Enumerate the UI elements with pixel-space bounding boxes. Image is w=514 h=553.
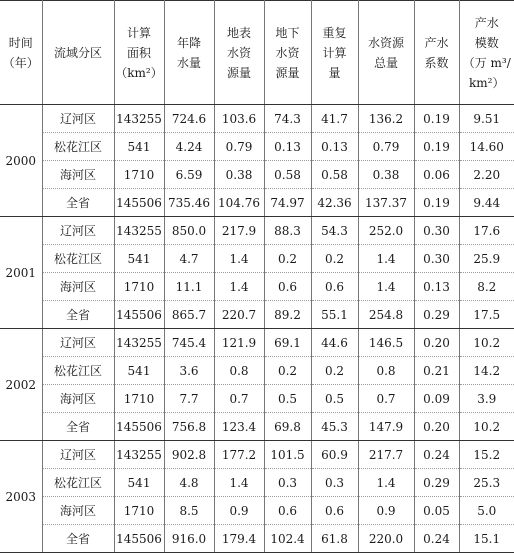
modulus-cell: 10.2 [459,329,514,357]
modulus-cell: 2.20 [459,161,514,189]
header-line: 系数 [424,55,449,70]
total-cell: 136.2 [358,105,414,133]
area-cell: 143255 [114,329,164,357]
basin-cell: 海河区 [42,497,114,525]
modulus-cell: 14.2 [459,357,514,385]
modulus-cell: 10.2 [459,413,514,441]
total-cell: 0.9 [358,497,414,525]
overlap-cell: 0.13 [311,133,358,161]
year-cell: 2002 [0,329,42,441]
coef-cell: 0.19 [414,105,459,133]
header-year [0,1,42,105]
header-runoff-modulus [459,1,514,105]
header-line: （年） [2,55,39,70]
ground-cell: 74.97 [264,189,311,217]
year-cell: 2001 [0,217,42,329]
basin-cell: 松花江区 [42,469,114,497]
area-cell: 1710 [114,273,164,301]
header-line: 地表 [226,25,251,40]
modulus-cell: 17.6 [459,217,514,245]
overlap-cell: 60.9 [311,441,358,469]
surface-cell: 1.4 [214,245,264,273]
header-line: 水资源 [367,35,404,50]
area-cell: 145506 [114,413,164,441]
area-cell: 541 [114,357,164,385]
precip-cell: 7.7 [164,385,214,413]
header-line: 时间 [8,35,33,50]
modulus-cell: 15.1 [459,525,514,553]
coef-cell: 0.29 [414,301,459,329]
ground-cell: 74.3 [264,105,311,133]
header-precipitation [164,1,214,105]
coef-cell: 0.21 [414,357,459,385]
surface-cell: 217.9 [214,217,264,245]
area-cell: 145506 [114,189,164,217]
ground-cell: 102.4 [264,525,311,553]
area-cell: 541 [114,245,164,273]
modulus-cell: 25.3 [459,469,514,497]
surface-cell: 179.4 [214,525,264,553]
modulus-cell: 9.51 [459,105,514,133]
overlap-cell: 45.3 [311,413,358,441]
total-cell: 252.0 [358,217,414,245]
basin-cell: 辽河区 [42,105,114,133]
surface-cell: 0.7 [214,385,264,413]
modulus-cell: 9.44 [459,189,514,217]
year-cell: 2000 [0,105,42,217]
header-basin [42,1,114,105]
header-line: 产水 [474,15,499,30]
surface-cell: 0.8 [214,357,264,385]
ground-cell: 69.8 [264,413,311,441]
surface-cell: 177.2 [214,441,264,469]
total-cell: 0.7 [358,385,414,413]
table-row [0,385,514,413]
modulus-cell: 17.5 [459,301,514,329]
modulus-cell: 14.60 [459,133,514,161]
area-cell: 143255 [114,441,164,469]
table-row [0,441,514,469]
surface-cell: 103.6 [214,105,264,133]
overlap-cell: 0.3 [311,469,358,497]
area-cell: 143255 [114,217,164,245]
coef-cell: 0.29 [414,469,459,497]
coef-cell: 0.20 [414,413,459,441]
surface-cell: 121.9 [214,329,264,357]
ground-cell: 0.5 [264,385,311,413]
precip-cell: 6.59 [164,161,214,189]
table-row [0,217,514,245]
header-runoff-coefficient [414,1,459,105]
ground-cell: 0.13 [264,133,311,161]
total-cell: 146.5 [358,329,414,357]
precip-cell: 916.0 [164,525,214,553]
coef-cell: 0.30 [414,245,459,273]
modulus-cell: 8.2 [459,273,514,301]
header-surface-water [214,1,264,105]
header-line: 量 [328,65,341,80]
total-cell: 147.9 [358,413,414,441]
precip-cell: 850.0 [164,217,214,245]
surface-cell: 0.79 [214,133,264,161]
precip-cell: 745.4 [164,329,214,357]
header-line: （万 m³/ [462,55,511,70]
overlap-cell: 0.58 [311,161,358,189]
total-cell: 137.37 [358,189,414,217]
header-line: 地下 [275,25,300,40]
header-row [0,1,514,105]
basin-cell: 全省 [42,413,114,441]
precip-cell: 11.1 [164,273,214,301]
total-cell: 1.4 [358,469,414,497]
table-row [0,105,514,133]
area-cell: 541 [114,469,164,497]
header-line: （km²） [115,65,163,80]
table-row [0,469,514,497]
table-row [0,161,514,189]
basin-cell: 海河区 [42,161,114,189]
surface-cell: 1.4 [214,469,264,497]
coef-cell: 0.13 [414,273,459,301]
ground-cell: 0.6 [264,497,311,525]
precip-cell: 724.6 [164,105,214,133]
precip-cell: 3.6 [164,357,214,385]
header-area [114,1,164,105]
basin-cell: 全省 [42,189,114,217]
precip-cell: 4.7 [164,245,214,273]
table-row [0,245,514,273]
header-line: 源量 [275,65,300,80]
surface-cell: 123.4 [214,413,264,441]
coef-cell: 0.06 [414,161,459,189]
ground-cell: 0.6 [264,273,311,301]
coef-cell: 0.19 [414,189,459,217]
total-cell: 217.7 [358,441,414,469]
table-row [0,133,514,161]
table-row [0,189,514,217]
header-line: 模数 [474,35,499,50]
coef-cell: 0.19 [414,133,459,161]
basin-cell: 辽河区 [42,441,114,469]
overlap-cell: 61.8 [311,525,358,553]
basin-cell: 松花江区 [42,133,114,161]
ground-cell: 0.58 [264,161,311,189]
header-line: 水资 [226,45,251,60]
overlap-cell: 55.1 [311,301,358,329]
header-line: 流域分区 [53,45,102,60]
precip-cell: 735.46 [164,189,214,217]
overlap-cell: 0.6 [311,497,358,525]
table-row [0,329,514,357]
header-line: 源量 [226,65,251,80]
header-line: 水资 [275,45,300,60]
modulus-cell: 25.9 [459,245,514,273]
precip-cell: 902.8 [164,441,214,469]
overlap-cell: 41.7 [311,105,358,133]
basin-cell: 全省 [42,525,114,553]
total-cell: 254.8 [358,301,414,329]
header-line: 产水 [424,35,449,50]
surface-cell: 220.7 [214,301,264,329]
area-cell: 145506 [114,301,164,329]
ground-cell: 88.3 [264,217,311,245]
header-line: 总量 [373,55,398,70]
area-cell: 541 [114,133,164,161]
table-body [0,105,514,553]
precip-cell: 8.5 [164,497,214,525]
overlap-cell: 0.2 [311,357,358,385]
precip-cell: 756.8 [164,413,214,441]
total-cell: 1.4 [358,273,414,301]
coef-cell: 0.09 [414,385,459,413]
area-cell: 1710 [114,497,164,525]
header-line: 水量 [176,55,201,70]
table-header [0,1,514,105]
header-line: km²） [469,75,505,90]
coef-cell: 0.20 [414,329,459,357]
header-overlap [311,1,358,105]
basin-cell: 辽河区 [42,217,114,245]
total-cell: 1.4 [358,245,414,273]
coef-cell: 0.30 [414,217,459,245]
header-line: 计算 [322,45,347,60]
coef-cell: 0.24 [414,525,459,553]
header-total-water [358,1,414,105]
ground-cell: 101.5 [264,441,311,469]
basin-cell: 松花江区 [42,357,114,385]
basin-cell: 全省 [42,301,114,329]
area-cell: 1710 [114,385,164,413]
surface-cell: 104.76 [214,189,264,217]
overlap-cell: 44.6 [311,329,358,357]
basin-cell: 海河区 [42,273,114,301]
table-row [0,497,514,525]
precip-cell: 865.7 [164,301,214,329]
ground-cell: 0.2 [264,245,311,273]
ground-cell: 0.3 [264,469,311,497]
header-line: 计算 [126,25,151,40]
basin-cell: 海河区 [42,385,114,413]
ground-cell: 0.2 [264,357,311,385]
total-cell: 0.38 [358,161,414,189]
overlap-cell: 0.5 [311,385,358,413]
header-line: 面积 [126,45,151,60]
overlap-cell: 54.3 [311,217,358,245]
area-cell: 1710 [114,161,164,189]
total-cell: 0.79 [358,133,414,161]
modulus-cell: 3.9 [459,385,514,413]
area-cell: 143255 [114,105,164,133]
total-cell: 220.0 [358,525,414,553]
coef-cell: 0.05 [414,497,459,525]
table-row [0,525,514,553]
table-row [0,301,514,329]
area-cell: 145506 [114,525,164,553]
ground-cell: 69.1 [264,329,311,357]
table-row [0,413,514,441]
modulus-cell: 5.0 [459,497,514,525]
total-cell: 0.8 [358,357,414,385]
overlap-cell: 42.36 [311,189,358,217]
surface-cell: 1.4 [214,273,264,301]
surface-cell: 0.9 [214,497,264,525]
basin-cell: 辽河区 [42,329,114,357]
precip-cell: 4.24 [164,133,214,161]
year-cell: 2003 [0,441,42,553]
surface-cell: 0.38 [214,161,264,189]
modulus-cell: 15.2 [459,441,514,469]
precip-cell: 4.8 [164,469,214,497]
overlap-cell: 0.2 [311,245,358,273]
table-row [0,357,514,385]
basin-cell: 松花江区 [42,245,114,273]
table-row [0,273,514,301]
header-line: 年降 [176,35,201,50]
header-groundwater [264,1,311,105]
coef-cell: 0.24 [414,441,459,469]
overlap-cell: 0.6 [311,273,358,301]
ground-cell: 89.2 [264,301,311,329]
header-line: 重复 [322,25,347,40]
